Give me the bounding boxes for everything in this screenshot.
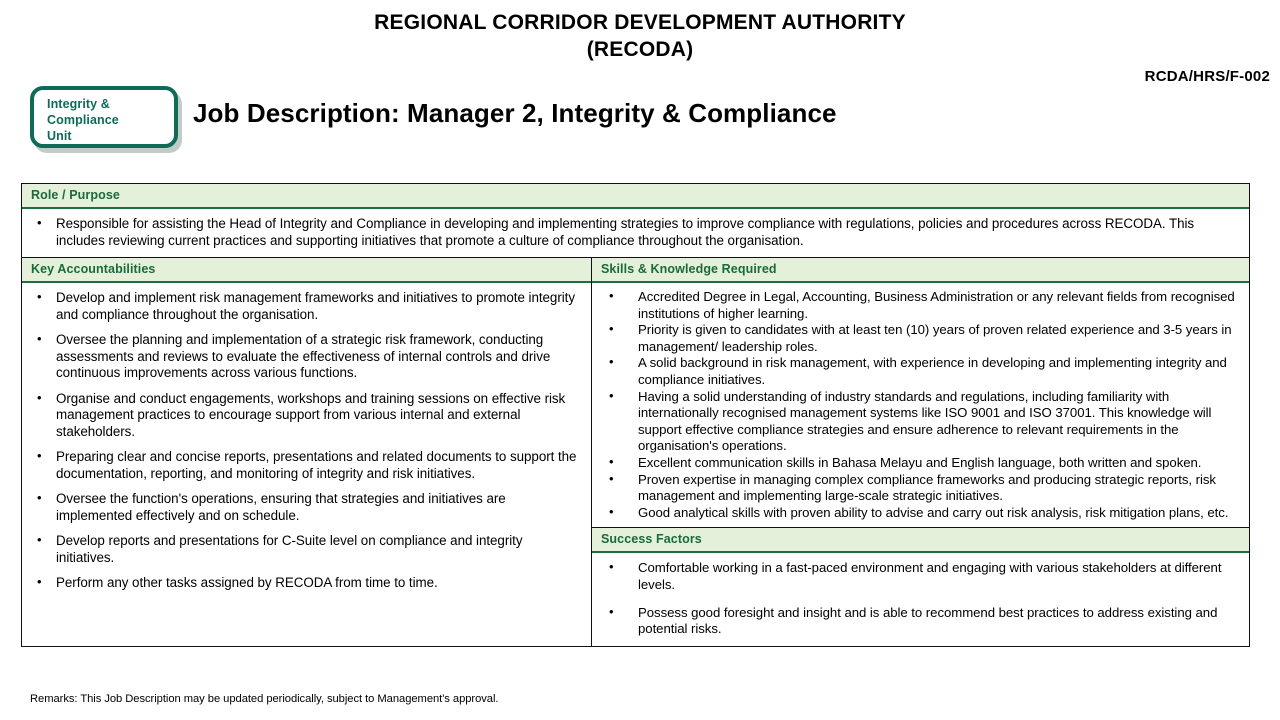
list-item: • Oversee the function's operations, ensuring that strategies and initiatives are implemented effectively and on schedule. xyxy=(30,491,583,524)
remarks-note: Remarks: This Job Description may be updated periodically, subject to Management's approval. xyxy=(30,693,499,705)
section-header-role-purpose: Role / Purpose xyxy=(22,184,1249,209)
list-item: • Accredited Degree in Legal, Accounting, Business Administration or any relevant fields from recognised institutions of higher learning. xyxy=(600,289,1241,322)
role-purpose-body xyxy=(22,209,1249,257)
list-item: • Excellent communication skills in Bahasa Melayu and English language, both written and spoken. xyxy=(600,455,1241,472)
skills-knowledge-list xyxy=(600,289,1241,521)
list-item: • Good analytical skills with proven ability to advise and carry out risk analysis, risk mitigation plans, etc. xyxy=(600,505,1241,522)
form-code: RCDA/HRS/F-002 xyxy=(1144,68,1270,85)
list-item: • Priority is given to candidates with at least ten (10) years of proven related experience and 3-5 years in management/ leadership roles. xyxy=(600,322,1241,355)
success-factors-list xyxy=(600,560,1241,637)
unit-badge-line2: Compliance xyxy=(47,113,119,127)
success-factors-body xyxy=(592,553,1249,645)
skills-knowledge-body xyxy=(592,283,1249,527)
section-header-key-accountabilities: Key Accountabilities xyxy=(22,257,591,283)
list-item: • Develop and implement risk management frameworks and initiatives to promote integrity and compliance throughout the organisation. xyxy=(30,290,583,323)
list-item: • Preparing clear and concise reports, presentations and related documents to support the documentation, reporting, and monitoring of integrity and risk initiatives. xyxy=(30,449,583,482)
page-title: Job Description: Manager 2, Integrity & Compliance xyxy=(193,98,837,128)
list-item: • Comfortable working in a fast-paced environment and engaging with various stakeholders at different levels. xyxy=(600,560,1241,593)
list-item: • Possess good foresight and insight and is able to recommend best practices to address existing and potential risks. xyxy=(600,605,1241,638)
key-accountabilities-column xyxy=(22,257,592,646)
accountabilities-skills-row xyxy=(22,257,1249,646)
organization-name-line2: (RECODA) xyxy=(586,38,694,61)
organization-name-line1: REGIONAL CORRIDOR DEVELOPMENT AUTHORITY xyxy=(374,11,906,34)
list-item: • Perform any other tasks assigned by RECODA from time to time. xyxy=(30,575,583,592)
list-item: • Having a solid understanding of industry standards and regulations, including familiarity with internationally recognised management systems like ISO 9001 and ISO 37001. This knowledge will support effective compliance strategies and ensure adherence to relevant requirements in the organisation's operations. xyxy=(600,389,1241,455)
section-header-skills-knowledge: Skills & Knowledge Required xyxy=(592,257,1249,283)
unit-badge-line3: Unit xyxy=(47,129,72,143)
key-accountabilities-body xyxy=(22,283,591,600)
role-purpose-text: • Responsible for assisting the Head of Integrity and Compliance in developing and implementing strategies to improve compliance with regulations, policies and procedures across RECODA. This includes reviewing current practices and supporting initiatives that promote a culture of compliance throughout the organisation. xyxy=(30,216,1241,249)
list-item: • Organise and conduct engagements, workshops and training sessions on effective risk management practices to encourage support from various internal and external stakeholders. xyxy=(30,391,583,441)
job-description-table xyxy=(21,183,1250,647)
organization-title xyxy=(0,0,1280,63)
unit-badge xyxy=(30,86,178,148)
section-header-success-factors: Success Factors xyxy=(592,527,1249,553)
list-item: • Proven expertise in managing complex compliance frameworks and producing strategic reports, risk management and implementing large-scale strategic initiatives. xyxy=(600,472,1241,505)
title-row xyxy=(0,86,1280,152)
list-item: • Oversee the planning and implementation of a strategic risk framework, conducting assessments and reviews to evaluate the effectiveness of internal controls and drive continuous improvements across various functions. xyxy=(30,332,583,382)
key-accountabilities-list xyxy=(30,290,583,592)
unit-badge-line1: Integrity & xyxy=(47,97,110,111)
skills-success-column xyxy=(592,257,1249,646)
list-item: • A solid background in risk management, with experience in developing and implementing integrity and compliance initiatives. xyxy=(600,355,1241,388)
list-item: • Develop reports and presentations for C-Suite level on compliance and integrity initiatives. xyxy=(30,533,583,566)
